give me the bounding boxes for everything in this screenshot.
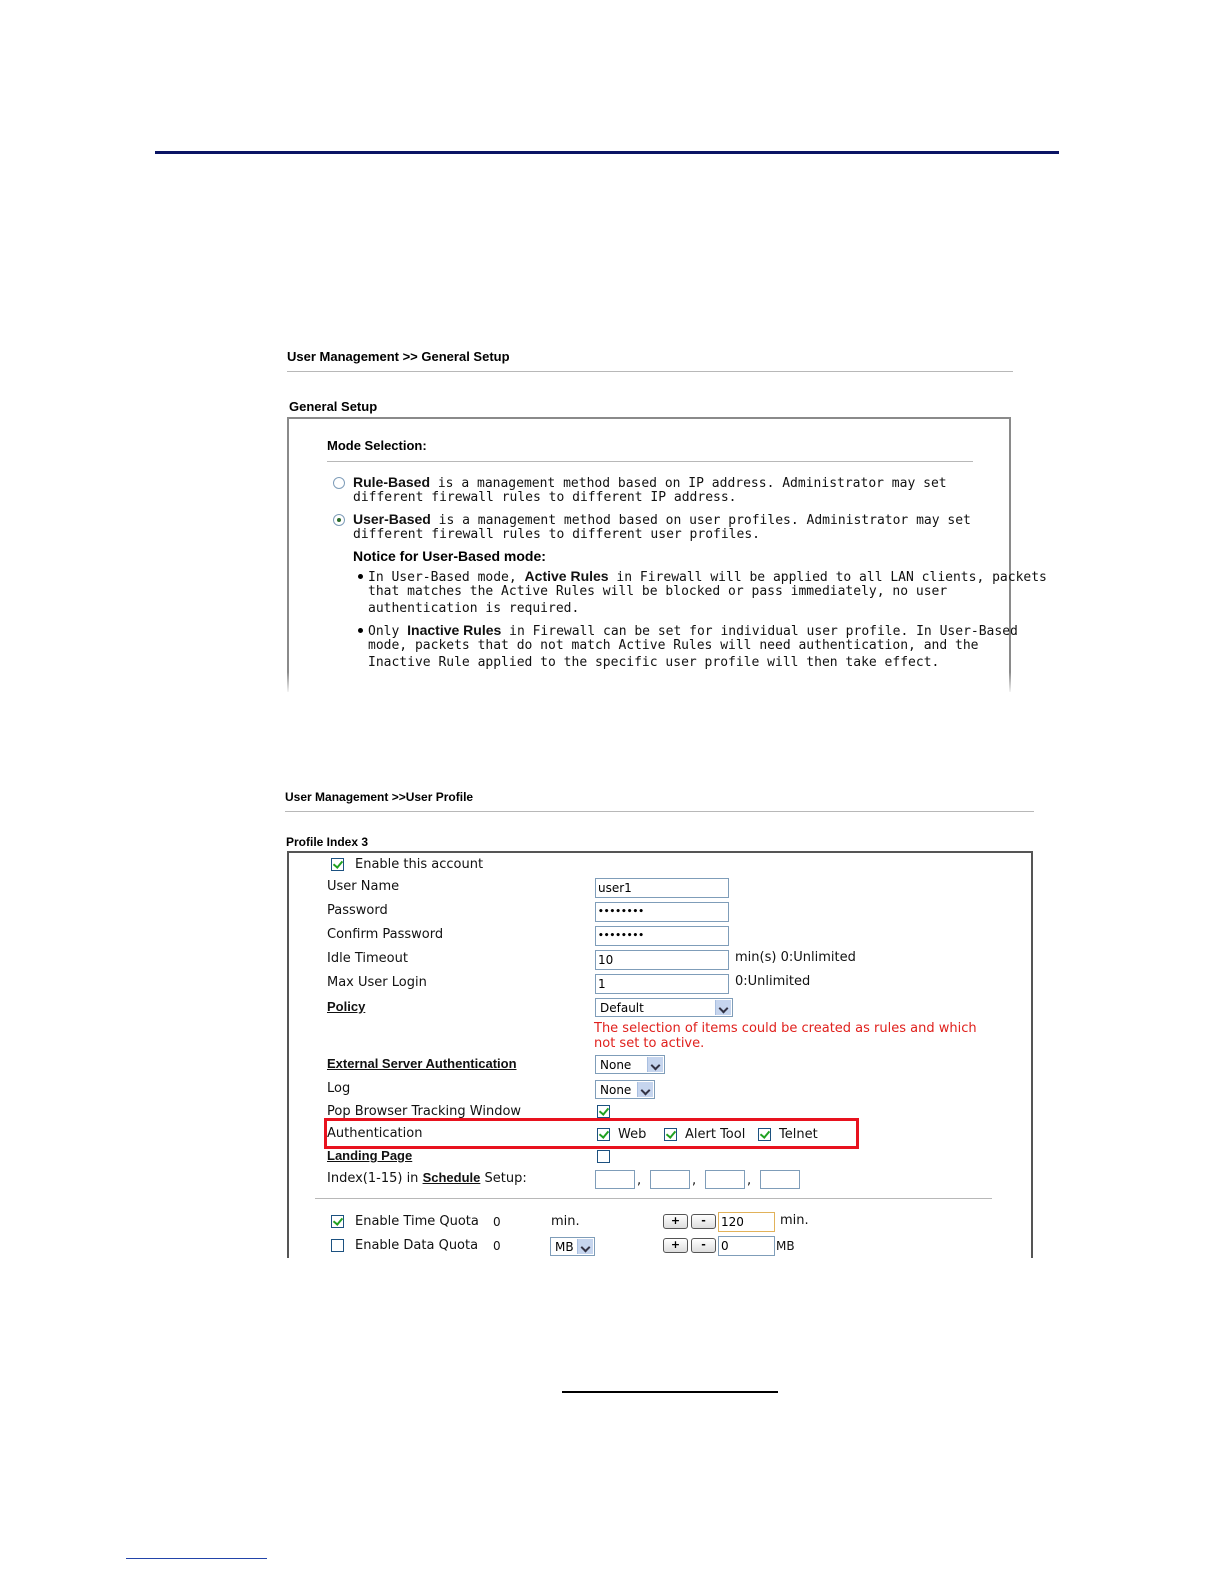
- policy-note-line1: The selection of items could be created as rules and which: [594, 1021, 977, 1036]
- time-quota-input[interactable]: 120: [718, 1212, 775, 1232]
- page-separator-rule: [562, 1391, 778, 1393]
- enable-account-checkbox[interactable]: [331, 858, 344, 871]
- notice-title: Notice for User-Based mode:: [353, 548, 546, 564]
- idle-timeout-hint: min(s) 0:Unlimited: [735, 950, 856, 965]
- data-quota-minus-button[interactable]: -: [691, 1238, 716, 1253]
- time-quota-label: Enable Time Quota: [355, 1214, 479, 1229]
- time-quota-unit: min.: [551, 1214, 580, 1229]
- policy-select-value: Default: [600, 1001, 644, 1015]
- page-header-rule: [155, 151, 1059, 154]
- policy-link[interactable]: Policy: [327, 999, 366, 1014]
- bullet: [358, 574, 363, 579]
- data-quota-unit-value: MB: [555, 1240, 574, 1254]
- notice2-bold: Inactive Rules: [407, 622, 502, 638]
- user-based-name: User-Based: [353, 511, 431, 527]
- chevron-down-icon: [637, 1082, 653, 1097]
- data-quota-unit-select[interactable]: [550, 1237, 595, 1256]
- max-user-login-label: Max User Login: [327, 975, 427, 990]
- schedule-separator: ,: [637, 1173, 642, 1188]
- panel-crop-edge: [287, 1258, 1035, 1266]
- chevron-down-icon: [647, 1057, 663, 1072]
- quota-divider: [315, 1198, 992, 1199]
- time-quota-checkbox[interactable]: [331, 1215, 344, 1228]
- mode-selection-title: Mode Selection:: [327, 438, 427, 453]
- schedule-index-input-3[interactable]: [705, 1170, 745, 1189]
- time-quota-value-unit: min.: [780, 1213, 809, 1228]
- data-quota-label: Enable Data Quota: [355, 1238, 479, 1253]
- pop-browser-label: Pop Browser Tracking Window: [327, 1104, 522, 1119]
- notice2-pre: Only: [368, 624, 408, 639]
- max-user-login-hint: 0:Unlimited: [735, 974, 811, 989]
- panel-fade: [287, 672, 1013, 694]
- user-based-desc2: different firewall rules to different user profiles.: [353, 527, 760, 542]
- schedule-index-input-4[interactable]: [760, 1170, 800, 1189]
- data-quota-current: 0: [493, 1239, 501, 1253]
- notice1-bold: Active Rules: [524, 568, 609, 584]
- schedule-separator: ,: [747, 1173, 752, 1188]
- notice2-line3: Inactive Rule applied to the specific user profile will then take effect.: [368, 655, 940, 670]
- time-quota-current: 0: [493, 1215, 501, 1229]
- auth-alert-tool-label: Alert Tool: [685, 1127, 746, 1142]
- pop-browser-checkbox[interactable]: [597, 1105, 610, 1118]
- external-auth-link[interactable]: External Server Authentication: [327, 1056, 517, 1071]
- rule-based-desc1: is a management method based on IP address. Administrator may set: [430, 476, 947, 491]
- policy-select[interactable]: [595, 998, 733, 1017]
- idle-timeout-label: Idle Timeout: [327, 951, 408, 966]
- notice1-line2: that matches the Active Rules will be blocked or pass immediately, no user: [368, 584, 948, 599]
- footer-rule: [126, 1558, 267, 1559]
- data-quota-checkbox[interactable]: [331, 1239, 344, 1252]
- notice2-line2: mode, packets that do not match Active Rules will need authentication, and the: [368, 638, 979, 653]
- schedule-separator: ,: [692, 1173, 697, 1188]
- log-label: Log: [327, 1081, 351, 1096]
- notice1-post: in Firewall will be applied to all LAN clients, packets: [608, 570, 1047, 585]
- time-quota-plus-button[interactable]: +: [663, 1214, 688, 1229]
- section-title: General Setup: [289, 399, 378, 414]
- data-quota-plus-button[interactable]: +: [663, 1238, 688, 1253]
- external-auth-select-value: None: [600, 1058, 632, 1072]
- schedule-index-input-2[interactable]: [650, 1170, 690, 1189]
- chevron-down-icon: [577, 1239, 593, 1254]
- confirm-password-input[interactable]: ••••••••: [595, 926, 729, 946]
- schedule-label-pre: Index(1-15) in: [327, 1171, 423, 1186]
- rule-based-radio[interactable]: [333, 477, 345, 489]
- schedule-label: [327, 1170, 527, 1186]
- max-user-login-input[interactable]: 1: [595, 974, 729, 994]
- notice2-post: in Firewall can be set for individual user profile. In User-Based: [501, 624, 1018, 639]
- data-quota-input[interactable]: 0: [718, 1236, 775, 1256]
- policy-note-line2: not set to active.: [594, 1036, 705, 1051]
- breadcrumb: User Management >> General Setup: [287, 349, 510, 364]
- idle-timeout-input[interactable]: 10: [595, 950, 729, 970]
- user-based-desc1: is a management method based on user profiles. Administrator may set: [430, 513, 971, 528]
- mode-selection-divider: [327, 461, 973, 462]
- schedule-label-post: Setup:: [480, 1171, 527, 1186]
- rule-based-desc2: different firewall rules to different IP address.: [353, 490, 737, 505]
- landing-page-checkbox[interactable]: [597, 1150, 610, 1163]
- external-auth-select[interactable]: [595, 1055, 665, 1074]
- auth-telnet-label: Telnet: [779, 1127, 818, 1142]
- user-based-radio[interactable]: [333, 514, 345, 526]
- section-title: Profile Index 3: [286, 835, 369, 849]
- highlight-box: [324, 1118, 859, 1149]
- log-select[interactable]: [595, 1080, 655, 1099]
- user-name-input[interactable]: user1: [595, 878, 729, 898]
- chevron-down-icon: [715, 1000, 731, 1015]
- landing-page-link[interactable]: Landing Page: [327, 1148, 413, 1163]
- rule-based-name: Rule-Based: [353, 474, 431, 490]
- password-label: Password: [327, 903, 388, 918]
- user-name-label: User Name: [327, 879, 400, 894]
- notice1-pre: In User-Based mode,: [368, 570, 525, 585]
- schedule-index-input-1[interactable]: [595, 1170, 635, 1189]
- breadcrumb-divider: [285, 811, 1034, 812]
- schedule-link[interactable]: Schedule: [422, 1170, 481, 1185]
- data-quota-value-unit: MB: [776, 1239, 795, 1253]
- breadcrumb: User Management >>User Profile: [285, 790, 474, 804]
- bullet: [358, 628, 363, 633]
- authentication-label: Authentication: [327, 1126, 423, 1141]
- notice1-line3: authentication is required.: [368, 601, 580, 616]
- auth-web-label: Web: [618, 1127, 647, 1142]
- log-select-value: None: [600, 1083, 632, 1097]
- password-input[interactable]: ••••••••: [595, 902, 729, 922]
- enable-account-label: Enable this account: [355, 857, 484, 872]
- time-quota-minus-button[interactable]: -: [691, 1214, 716, 1229]
- breadcrumb-divider: [287, 371, 1013, 372]
- confirm-password-label: Confirm Password: [327, 927, 444, 942]
